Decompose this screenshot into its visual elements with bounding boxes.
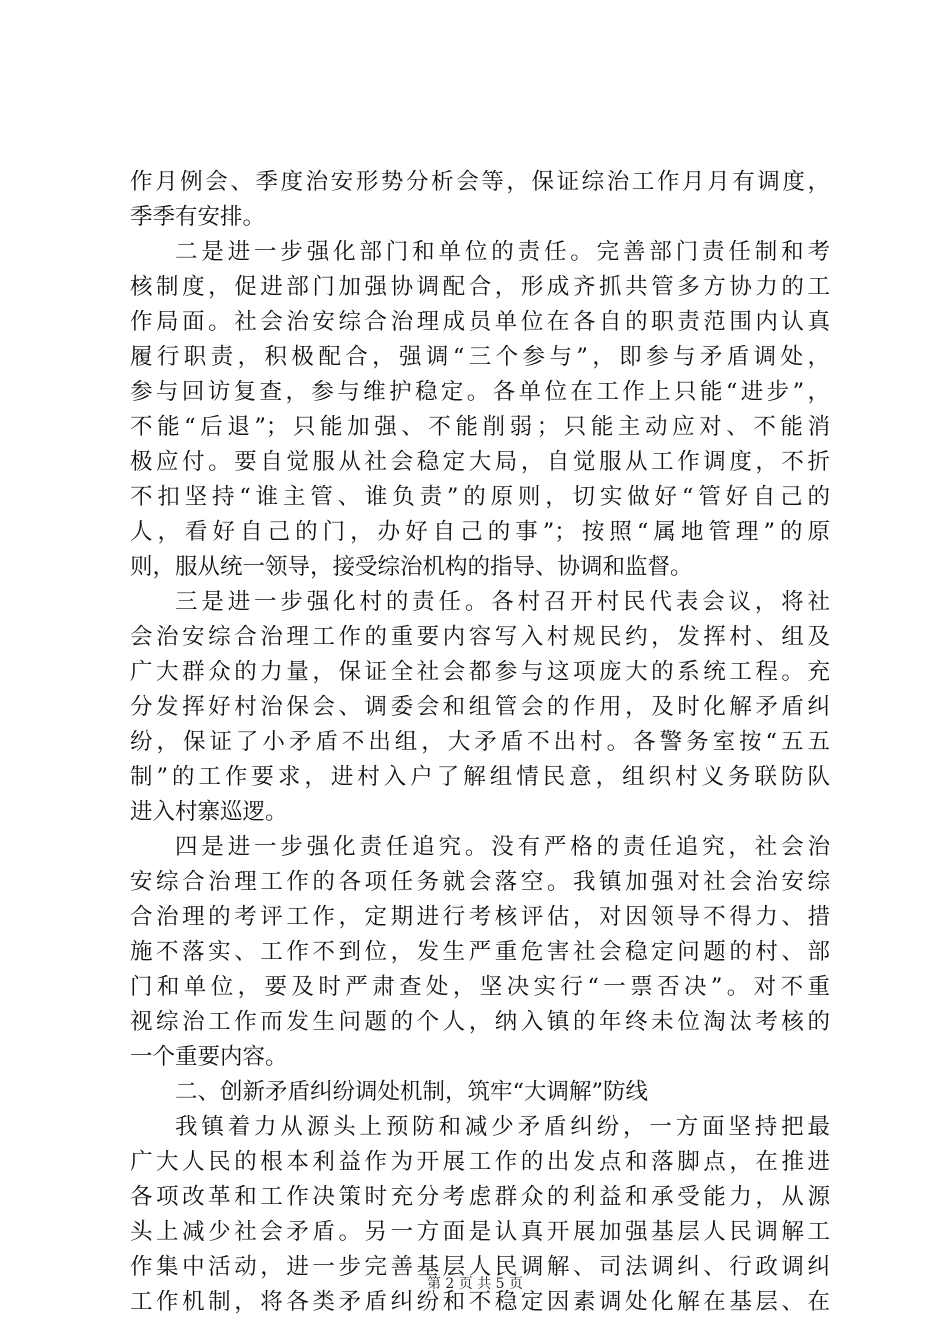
text-line: 极应付。要自觉服从社会稳定大局，自觉服从工作调度，不折 — [130, 449, 830, 475]
text-line: 作局面。社会治安综合治理成员单位在各自的职责范围内认真 — [130, 309, 830, 335]
text-line: 不扣坚持“谁主管、谁负责”的原则，切实做好“管好自己的 — [130, 484, 830, 510]
text-line: 不能“后退”；只能加强、不能削弱；只能主动应对、不能消 — [130, 414, 830, 440]
text-line: 履行职责，积极配合，强调“三个参与”，即参与矛盾调处， — [130, 344, 830, 370]
text-line: 分发挥好村治保会、调委会和组管会的作用，及时化解矛盾纠 — [130, 694, 830, 720]
text-line: 制”的工作要求，进村入户了解组情民意，组织村义务联防队 — [130, 764, 830, 790]
text-line: 三是进一步强化村的责任。各村召开村民代表会议，将社 — [175, 589, 830, 615]
text-line: 季季有安排。 — [130, 204, 266, 230]
text-line: 人，看好自己的门，办好自己的事”；按照“属地管理”的原 — [130, 519, 830, 545]
text-line: 则，服从统一领导，接受综治机构的指导、协调和监督。 — [130, 554, 693, 580]
text-line: 视综治工作而发生问题的个人，纳入镇的年终未位淘汰考核的 — [130, 1009, 830, 1035]
text-line: 各项改革和工作决策时充分考虑群众的利益和承受能力，从源 — [130, 1184, 830, 1210]
text-line: 广大人民的根本利益作为开展工作的出发点和落脚点，在推进 — [130, 1149, 830, 1175]
text-line: 二、创新矛盾纠纷调处机制，筑牢“大调解”防线 — [175, 1079, 649, 1105]
text-line: 广大群众的力量，保证全社会都参与这项庞大的系统工程。充 — [130, 659, 830, 685]
text-line: 合治理的考评工作，定期进行考核评估，对因领导不得力、措 — [130, 904, 830, 930]
text-line: 会治安综合治理工作的重要内容写入村规民约，发挥村、组及 — [130, 624, 830, 650]
text-line: 纷，保证了小矛盾不出组，大矛盾不出村。各警务室按“五五 — [130, 729, 830, 755]
text-line: 工作机制，将各类矛盾纠纷和不稳定因素调处化解在基层、在 — [130, 1289, 830, 1315]
text-line: 参与回访复查，参与维护稳定。各单位在工作上只能“进步”， — [130, 379, 830, 405]
text-line: 安综合治理工作的各项任务就会落空。我镇加强对社会治安综 — [130, 869, 830, 895]
text-line: 进入村寨巡逻。 — [130, 799, 288, 825]
page-footer: 第 2 页 共 5 页 — [426, 1276, 524, 1292]
text-line: 核制度，促进部门加强协调配合，形成齐抓共管多方协力的工 — [130, 274, 830, 300]
text-line: 门和单位，要及时严肃查处，坚决实行“一票否决”。对不重 — [130, 974, 830, 1000]
text-line: 施不落实、工作不到位，发生严重危害社会稳定问题的村、部 — [130, 939, 830, 965]
text-line: 二是进一步强化部门和单位的责任。完善部门责任制和考 — [175, 239, 830, 265]
document-body — [130, 165, 830, 1320]
text-line: 作集中活动，进一步完善基层人民调解、司法调纠、行政调纠 — [130, 1254, 830, 1280]
text-line: 头上减少社会矛盾。另一方面是认真开展加强基层人民调解工 — [130, 1219, 830, 1245]
text-line: 我镇着力从源头上预防和减少矛盾纠纷，一方面坚持把最 — [175, 1114, 830, 1140]
text-line: 一个重要内容。 — [130, 1044, 288, 1070]
text-line: 作月例会、季度治安形势分析会等，保证综治工作月月有调度， — [130, 169, 830, 195]
text-line: 四是进一步强化责任追究。没有严格的责任追究，社会治 — [175, 834, 830, 860]
